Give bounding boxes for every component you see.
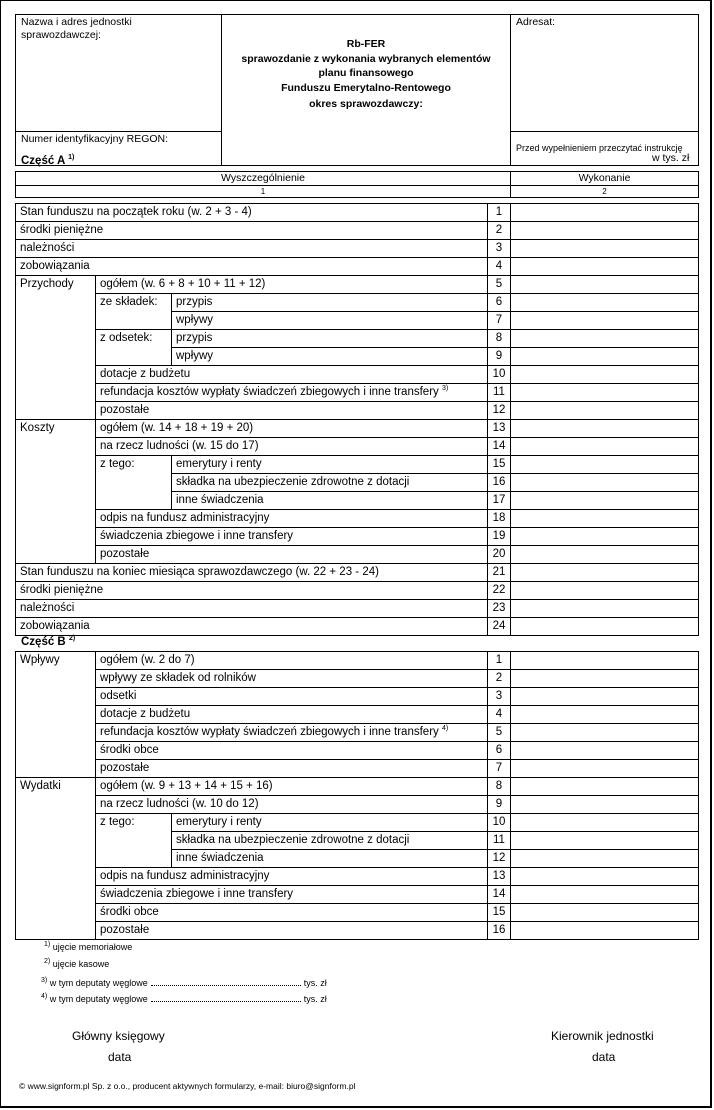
- regon-label: Numer identyfikacyjny REGON:: [21, 133, 169, 145]
- value-cell-a22[interactable]: [511, 582, 699, 600]
- value-cell-a5[interactable]: [511, 276, 699, 294]
- row-label-b4: dotacje z budżetu: [96, 706, 488, 724]
- row-num: 7: [488, 760, 511, 778]
- value-cell-a6[interactable]: [511, 294, 699, 312]
- part-b-title: Część B $^{2)}$: [21, 635, 76, 648]
- footnote-ref: 3): [441, 385, 449, 393]
- row-num: 12: [488, 850, 511, 868]
- row-num: 3: [488, 240, 511, 258]
- row-label-a4: zobowiązania: [16, 258, 488, 276]
- row-num: 13: [488, 420, 511, 438]
- value-cell-b14[interactable]: [511, 886, 699, 904]
- chief-accountant-label: Główny księgowy: [72, 1029, 165, 1043]
- row-label-a21: Stan funduszu na koniec miesiąca sprawozdawczego (w. 22 + 23 - 24): [16, 564, 488, 582]
- value-cell-a23[interactable]: [511, 600, 699, 618]
- value-cell-a14[interactable]: [511, 438, 699, 456]
- row-label-a9: wpływy: [172, 348, 488, 366]
- row-num: 14: [488, 438, 511, 456]
- row-num: 21: [488, 564, 511, 582]
- form-title-line-2: planu finansowego: [318, 67, 414, 79]
- row-label-a12: pozostałe: [96, 402, 488, 420]
- value-cell-b5[interactable]: [511, 724, 699, 742]
- part-a-title: Część A $^{1)}$: [21, 154, 75, 167]
- row-label-a24: zobowiązania: [16, 618, 488, 636]
- value-cell-a19[interactable]: [511, 528, 699, 546]
- coal-allowance-a-field[interactable]: [151, 976, 301, 986]
- value-cell-b16[interactable]: [511, 922, 699, 940]
- value-cell-a3[interactable]: [511, 240, 699, 258]
- row-label-a23: należności: [16, 600, 488, 618]
- value-cell-b1[interactable]: [511, 652, 699, 670]
- row-label-a5: ogółem (w. 6 + 8 + 10 + 11 + 12): [96, 276, 488, 294]
- value-cell-b4[interactable]: [511, 706, 699, 724]
- row-num: 5: [488, 724, 511, 742]
- form-title-line-1: sprawozdanie z wykonania wybranych elementów: [241, 52, 491, 65]
- row-label-a6: przypis: [172, 294, 488, 312]
- row-num: 12: [488, 402, 511, 420]
- row-label-b8: ogółem (w. 9 + 13 + 14 + 15 + 16): [96, 778, 488, 796]
- value-cell-a24[interactable]: [511, 618, 699, 636]
- row-label-a2: środki pieniężne: [16, 222, 488, 240]
- row-num: 2: [488, 222, 511, 240]
- value-cell-b15[interactable]: [511, 904, 699, 922]
- row-label-b5: refundacja kosztów wypłaty świadczeń zbiegowych i inne transfery $^{4)}$: [96, 724, 488, 742]
- row-num: 15: [488, 904, 511, 922]
- row-num: 10: [488, 366, 511, 384]
- row-label-b14: świadczenia zbiegowe i inne transfery: [96, 886, 488, 904]
- row-num: 19: [488, 528, 511, 546]
- row-num: 5: [488, 276, 511, 294]
- unit-name-field[interactable]: [16, 15, 222, 132]
- col-exec-header: Wykonanie: [511, 172, 699, 186]
- part-a-table: [15, 171, 699, 636]
- row-num: 11: [488, 832, 511, 850]
- value-cell-a15[interactable]: [511, 456, 699, 474]
- row-num: 23: [488, 600, 511, 618]
- addressee-label: Adresat:: [516, 16, 556, 28]
- value-cell-b2[interactable]: [511, 670, 699, 688]
- row-label-b12: inne świadczenia: [172, 850, 488, 868]
- head-of-unit-date-label: data: [592, 1050, 616, 1064]
- value-cell-a4[interactable]: [511, 258, 699, 276]
- value-cell-b12[interactable]: [511, 850, 699, 868]
- value-cell-a1[interactable]: [511, 204, 699, 222]
- row-label-a14: na rzecz ludności (w. 15 do 17): [96, 438, 488, 456]
- addressee-field[interactable]: [511, 15, 699, 132]
- row-num: 2: [488, 670, 511, 688]
- row-num: 9: [488, 348, 511, 366]
- row-label-a19: świadczenia zbiegowe i inne transfery: [96, 528, 488, 546]
- row-num: 8: [488, 330, 511, 348]
- row-label-b10: emerytury i renty: [172, 814, 488, 832]
- row-num: 13: [488, 868, 511, 886]
- row-num: 6: [488, 294, 511, 312]
- group-contributions: ze składek:: [96, 294, 172, 330]
- value-cell-b6[interactable]: [511, 742, 699, 760]
- form-title-block: [222, 15, 511, 166]
- unit-name-label: Nazwa i adres jednostki sprawozdawczej:: [21, 16, 132, 41]
- value-cell-b11[interactable]: [511, 832, 699, 850]
- value-cell-a9[interactable]: [511, 348, 699, 366]
- form-header: [15, 14, 699, 166]
- row-label-a17: inne świadczenia: [172, 492, 488, 510]
- coal-allowance-b-field[interactable]: [151, 992, 301, 1002]
- value-cell-a2[interactable]: [511, 222, 699, 240]
- row-num: 14: [488, 886, 511, 904]
- row-label-b15: środki obce: [96, 904, 488, 922]
- row-label-b9: na rzecz ludności (w. 10 do 12): [96, 796, 488, 814]
- form-code: Rb-FER: [346, 38, 386, 50]
- value-cell-b13[interactable]: [511, 868, 699, 886]
- value-cell-a21[interactable]: [511, 564, 699, 582]
- form-title-line-3: Funduszu Emerytalno-Rentowego: [281, 81, 451, 94]
- row-label-b1: ogółem (w. 2 do 7): [96, 652, 488, 670]
- row-num: 16: [488, 474, 511, 492]
- instruction-note: Przed wypełnieniem przeczytać instrukcję: [511, 132, 699, 166]
- row-label-a20: pozostałe: [96, 546, 488, 564]
- copyright-note: © www.signform.pl Sp. z o.o., producent aktywnych formularzy, e-mail: biuro@signform.pl: [19, 1081, 356, 1091]
- value-cell-b9[interactable]: [511, 796, 699, 814]
- row-num: 15: [488, 456, 511, 474]
- col-spec-header: Wyszczególnienie: [16, 172, 511, 186]
- row-label-b13: odpis na fundusz administracyjny: [96, 868, 488, 886]
- row-label-a1: Stan funduszu na początek roku (w. 2 + 3 - 4): [16, 204, 488, 222]
- row-num: 10: [488, 814, 511, 832]
- row-num: 1: [488, 652, 511, 670]
- head-of-unit-label: Kierownik jednostki: [551, 1029, 654, 1043]
- row-label-a22: środki pieniężne: [16, 582, 488, 600]
- row-num: 24: [488, 618, 511, 636]
- row-num: 4: [488, 706, 511, 724]
- value-cell-a17[interactable]: [511, 492, 699, 510]
- row-label-b6: środki obce: [96, 742, 488, 760]
- row-num: 6: [488, 742, 511, 760]
- col-exec-number: 2: [511, 186, 699, 198]
- value-cell-a7[interactable]: [511, 312, 699, 330]
- section-income: Przychody: [16, 276, 96, 420]
- row-label-a7: wpływy: [172, 312, 488, 330]
- footnote-2: $^{2)}$ ujęcie kasowe: [44, 958, 110, 969]
- row-label-a3: należności: [16, 240, 488, 258]
- row-num: 9: [488, 796, 511, 814]
- row-label-b2: wpływy ze składek od rolników: [96, 670, 488, 688]
- value-cell-a12[interactable]: [511, 402, 699, 420]
- value-cell-a8[interactable]: [511, 330, 699, 348]
- value-cell-b3[interactable]: [511, 688, 699, 706]
- group-of-which: z tego:: [96, 814, 172, 868]
- unit-label: w tys. zł: [652, 152, 690, 164]
- part-b-footnote-ref: 2): [68, 635, 76, 643]
- value-cell-a10[interactable]: [511, 366, 699, 384]
- row-num: 7: [488, 312, 511, 330]
- row-num: 11: [488, 384, 511, 402]
- footnote-3: $^{3)}$ w tym deputaty węglowe tys. zł: [41, 977, 327, 988]
- row-num: 3: [488, 688, 511, 706]
- value-cell-b8[interactable]: [511, 778, 699, 796]
- footnote-4: $^{4)}$ w tym deputaty węglowe tys. zł: [41, 993, 327, 1004]
- row-num: 8: [488, 778, 511, 796]
- reporting-period-label: okres sprawozdawczy:: [309, 98, 423, 110]
- value-cell-a13[interactable]: [511, 420, 699, 438]
- section-expenditure: Wydatki: [16, 778, 96, 940]
- value-cell-a11[interactable]: [511, 384, 699, 402]
- part-a-footnote-ref: 1): [68, 154, 75, 162]
- col-spec-number: 1: [16, 186, 511, 198]
- row-label-a15: emerytury i renty: [172, 456, 488, 474]
- footnote-ref: 4): [441, 725, 449, 733]
- value-cell-a18[interactable]: [511, 510, 699, 528]
- row-num: 18: [488, 510, 511, 528]
- row-num: 1: [488, 204, 511, 222]
- row-num: 22: [488, 582, 511, 600]
- part-b-table: [15, 651, 699, 940]
- row-label-a8: przypis: [172, 330, 488, 348]
- row-label-a18: odpis na fundusz administracyjny: [96, 510, 488, 528]
- section-costs: Koszty: [16, 420, 96, 564]
- value-cell-b7[interactable]: [511, 760, 699, 778]
- value-cell-b10[interactable]: [511, 814, 699, 832]
- row-label-b3: odsetki: [96, 688, 488, 706]
- chief-accountant-date-label: data: [108, 1050, 132, 1064]
- row-label-a10: dotacje z budżetu: [96, 366, 488, 384]
- row-num: 16: [488, 922, 511, 940]
- row-label-a16: składka na ubezpieczenie zdrowotne z dotacji: [172, 474, 488, 492]
- section-receipts: Wpływy: [16, 652, 96, 778]
- row-num: 20: [488, 546, 511, 564]
- value-cell-a16[interactable]: [511, 474, 699, 492]
- row-label-a13: ogółem (w. 14 + 18 + 19 + 20): [96, 420, 488, 438]
- row-label-b16: pozostałe: [96, 922, 488, 940]
- row-num: 17: [488, 492, 511, 510]
- group-of-which: z tego:: [96, 456, 172, 510]
- row-num: 4: [488, 258, 511, 276]
- value-cell-a20[interactable]: [511, 546, 699, 564]
- row-label-b11: składka na ubezpieczenie zdrowotne z dotacji: [172, 832, 488, 850]
- group-interest: z odsetek:: [96, 330, 172, 366]
- footnote-1: $^{1)}$ ujęcie memoriałowe: [44, 941, 133, 952]
- row-label-b7: pozostałe: [96, 760, 488, 778]
- row-label-a11: refundacja kosztów wypłaty świadczeń zbiegowych i inne transfery $^{3)}$: [96, 384, 488, 402]
